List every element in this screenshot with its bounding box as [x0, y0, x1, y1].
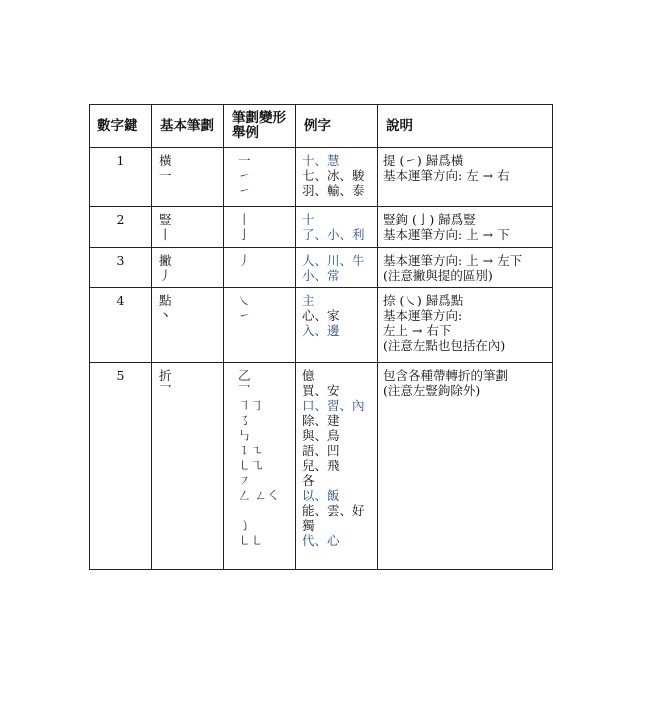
stroke-cell: 撇 丿 [152, 248, 224, 288]
stroke-cell: 折 乛 [152, 363, 224, 570]
table-row [90, 248, 553, 288]
stroke-cell: 豎 丨 [152, 207, 224, 248]
variants-cell: 乙 乛 ㇕㇆ ㇌ ㇉ ㇊㇍ ㇄㇈ ㇇ ㇜ ㄥ㇛ ㇁ ㇄㇄ [224, 363, 296, 570]
header-key: 數字鍵 [90, 105, 152, 148]
key-cell: 3 [90, 248, 152, 288]
header-variants: 筆劃變形 舉例 [224, 105, 296, 148]
header-examples: 例字 [296, 105, 378, 148]
desc-cell: 提 (㇀) 歸爲橫 基本運筆方向: 左 → 右 [378, 148, 553, 207]
desc-cell: 豎鉤 (亅) 歸爲豎 基本運筆方向: 上 → 下 [378, 207, 553, 248]
table-row [90, 363, 553, 570]
table-row [90, 288, 553, 363]
examples-cell: 十、慧 七、冰、駿 羽、輸、泰 [296, 148, 378, 207]
header-stroke: 基本筆劃 [152, 105, 224, 148]
desc-cell: 基本運筆方向: 上 → 左下 (注意撇與提的區別) [378, 248, 553, 288]
stroke-cell: 橫 一 [152, 148, 224, 207]
header-desc: 說明 [378, 105, 553, 148]
key-cell: 2 [90, 207, 152, 248]
header-row [90, 105, 553, 148]
examples-cell: 億 買、安 口、習、內 除、建 與、鳥 語、凹 兒、飛 各 以、飯 能、雲、好 獨 代、心 [296, 363, 378, 570]
examples-cell: 人、川、牛 小、常 [296, 248, 378, 288]
examples-cell: 十 了、小、利 [296, 207, 378, 248]
key-cell: 5 [90, 363, 152, 570]
table-row [90, 148, 553, 207]
table-row [90, 207, 553, 248]
desc-cell: 捺 (㇏) 歸爲點 基本運筆方向: 左上 → 右下 (注意左點也包括在內) [378, 288, 553, 363]
variants-cell: 丨 亅 [224, 207, 296, 248]
examples-cell: 主 心、家 入、邊 [296, 288, 378, 363]
variants-cell: 一 ㇀ ㇀ [224, 148, 296, 207]
key-cell: 1 [90, 148, 152, 207]
variants-cell: ㇏ ㇀ [224, 288, 296, 363]
desc-cell: 包含各種帶轉折的筆劃 (注意左豎鉤除外) [378, 363, 553, 570]
variants-cell: 丿 [224, 248, 296, 288]
stroke-cell: 點 丶 [152, 288, 224, 363]
key-cell: 4 [90, 288, 152, 363]
stroke-table [89, 104, 553, 570]
